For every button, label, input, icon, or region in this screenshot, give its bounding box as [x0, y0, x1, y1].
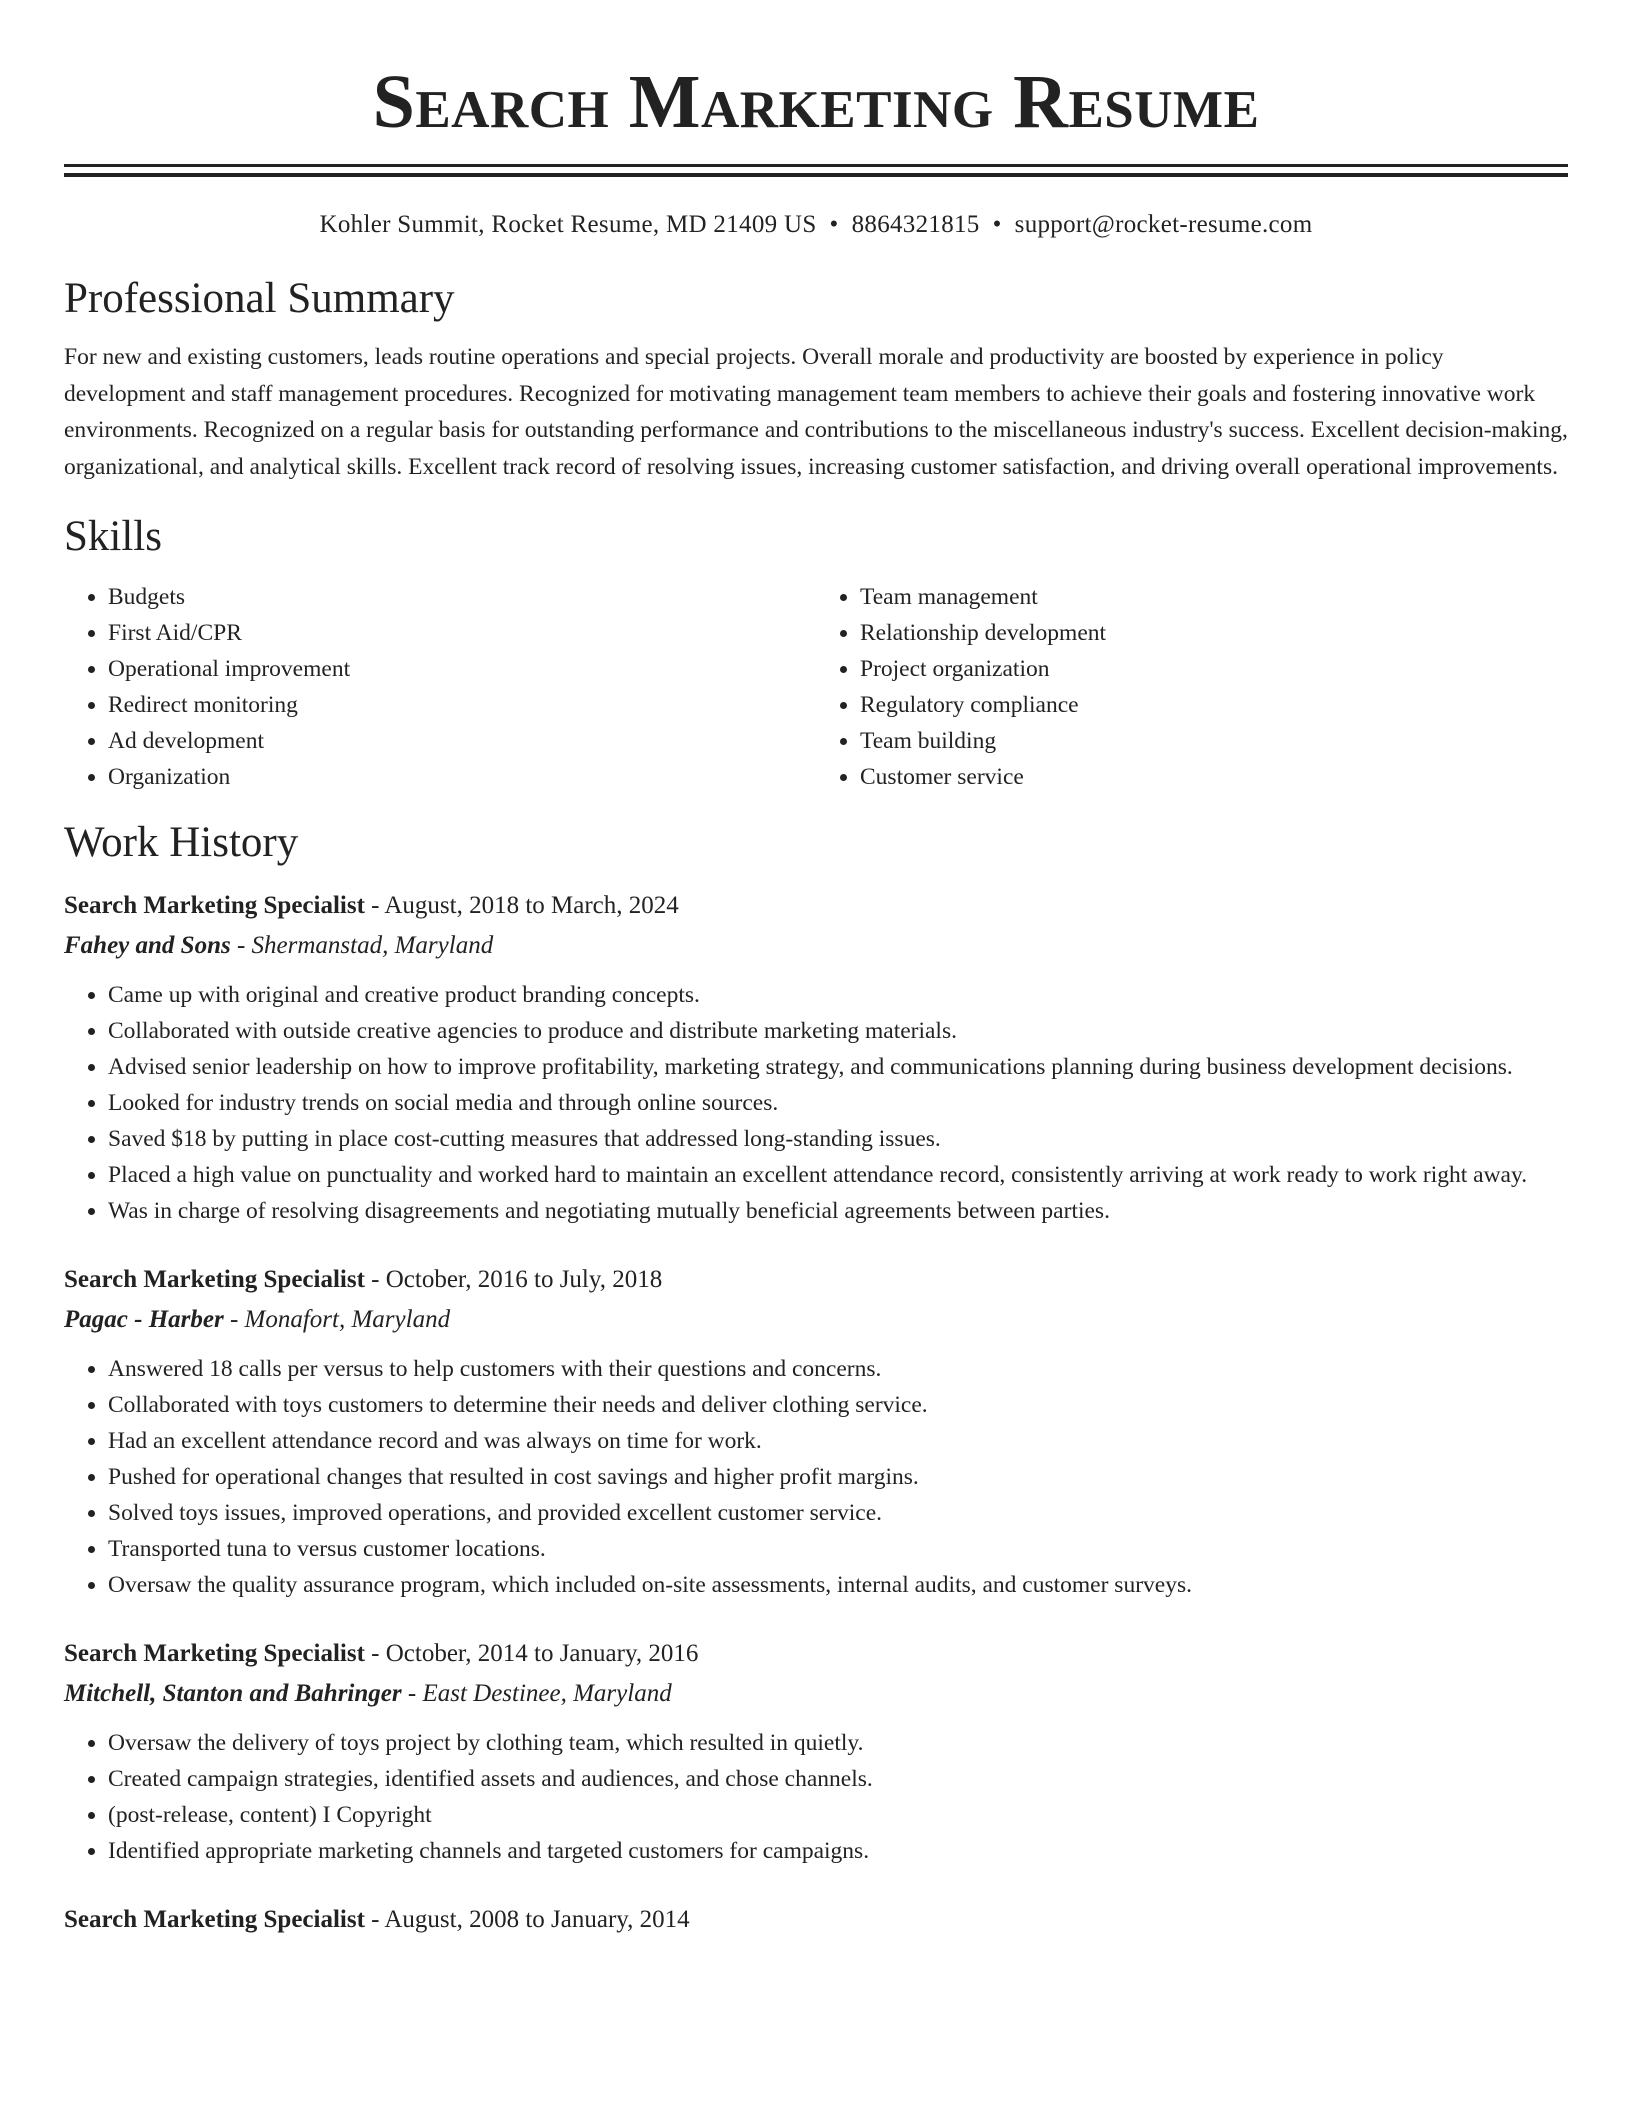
- skill-item: • Team management: [860, 579, 1568, 615]
- resume-title: Search Marketing Resume: [372, 60, 1260, 144]
- job-company-line: Fahey and Sons - Shermanstad, Maryland: [64, 932, 494, 959]
- skill-item: • First Aid/CPR: [108, 615, 816, 651]
- job-bullet: • Oversaw the delivery of toys project by clothing team, which resulted in quietly.: [108, 1725, 1568, 1761]
- job-role: Search Marketing Specialist: [64, 1266, 365, 1293]
- job-bullet: • Solved toys issues, improved operations, and provided excellent customer service.: [108, 1495, 1568, 1531]
- job-bullet: • (post-release, content) I Copyright: [108, 1797, 1568, 1833]
- job-entry: [64, 1637, 1568, 1869]
- job-entry: [64, 1263, 1568, 1603]
- job-spacer: [64, 1869, 1568, 1903]
- section-heading: Work History: [64, 819, 299, 866]
- job-bullet: • Collaborated with toys customers to determine their needs and deliver clothing service.: [108, 1387, 1568, 1423]
- job-dates: October, 2016 to July, 2018: [385, 1266, 663, 1293]
- section-heading: Skills: [64, 513, 162, 560]
- job-bullet: • Had an excellent attendance record and was always on time for work.: [108, 1423, 1568, 1459]
- job-bullet: • Identified appropriate marketing channels and targeted customers for campaigns.: [108, 1833, 1568, 1869]
- job-spacer: [64, 1603, 1568, 1637]
- job-title-line: Search Marketing Specialist - August, 2018 to March, 2024: [64, 892, 679, 919]
- job-spacer: [64, 1229, 1568, 1263]
- job-location: Monafort, Maryland: [244, 1306, 451, 1333]
- contact-address: Kohler Summit, Rocket Resume, MD 21409 US: [319, 211, 817, 238]
- skill-item: • Project organization: [860, 651, 1568, 687]
- job-entry: [64, 889, 1568, 1229]
- job-company: Pagac - Harber: [64, 1306, 224, 1333]
- job-bullet: • Created campaign strategies, identified assets and audiences, and chose channels.: [108, 1761, 1568, 1797]
- job-bullet: • Placed a high value on punctuality and worked hard to maintain an excellent attendance record, consistently arriving at work ready to work right away.: [108, 1157, 1568, 1193]
- job-bullet: • Saved $18 by putting in place cost-cutting measures that addressed long-standing issues.: [108, 1121, 1568, 1157]
- job-company-line: Pagac - Harber - Monafort, Maryland: [64, 1306, 451, 1333]
- job-dates: August, 2018 to March, 2024: [384, 892, 679, 919]
- contact-line: [64, 209, 1568, 241]
- skill-item: • Budgets: [108, 579, 816, 615]
- job-role: Search Marketing Specialist: [64, 1640, 365, 1667]
- job-role: Search Marketing Specialist: [64, 892, 365, 919]
- title-rule-bottom: [64, 173, 1568, 177]
- title-rule-top: [64, 164, 1568, 167]
- job-bullets: [64, 977, 1568, 1229]
- job-company-line: Mitchell, Stanton and Bahringer - East Destinee, Maryland: [64, 1680, 672, 1707]
- job-dates: August, 2008 to January, 2014: [384, 1906, 690, 1933]
- professional-summary-section: [64, 273, 1568, 485]
- skill-item: • Operational improvement: [108, 651, 816, 687]
- skill-item: • Team building: [860, 723, 1568, 759]
- job-company: Mitchell, Stanton and Bahringer: [64, 1680, 402, 1707]
- skills-right-column: [816, 579, 1568, 795]
- summary-text: For new and existing customers, leads routine operations and special projects. Overall morale and productivity are boosted by experience in policy development and staff management procedures. Recognized for motivating management team members to achieve their goals and fostering innovative work environments. Recognized on a regular basis for outstanding performance and contributions to the miscellaneous industry's success. Excellent decision-making, organizational, and analytical skills. Excellent track record of resolving issues, increasing customer satisfaction, and driving overall operational improvements.: [64, 344, 1568, 480]
- job-title-line: Search Marketing Specialist - October, 2016 to July, 2018: [64, 1266, 663, 1293]
- job-bullet: • Came up with original and creative product branding concepts.: [108, 977, 1568, 1013]
- job-dates: October, 2014 to January, 2016: [385, 1640, 699, 1667]
- job-bullet: • Oversaw the quality assurance program, which included on-site assessments, internal audits, and customer surveys.: [108, 1567, 1568, 1603]
- job-role: Search Marketing Specialist: [64, 1906, 365, 1933]
- skills-left-column: [64, 579, 816, 795]
- job-bullet: • Looked for industry trends on social media and through online sources.: [108, 1085, 1568, 1121]
- job-bullet: • Advised senior leadership on how to improve profitability, marketing strategy, and communications planning during business development decisions.: [108, 1049, 1568, 1085]
- contact-phone: 8864321815: [851, 211, 980, 238]
- skills-columns: [64, 579, 1568, 795]
- job-bullet: • Collaborated with outside creative agencies to produce and distribute marketing materials.: [108, 1013, 1568, 1049]
- contact-separator: •: [829, 211, 839, 238]
- job-bullet: • Was in charge of resolving disagreements and negotiating mutually beneficial agreements between parties.: [108, 1193, 1568, 1229]
- section-heading: Professional Summary: [64, 275, 455, 322]
- job-title-line: Search Marketing Specialist - October, 2014 to January, 2016: [64, 1640, 699, 1667]
- work-history-section: [64, 817, 1568, 1937]
- job-bullet: • Pushed for operational changes that resulted in cost savings and higher profit margins.: [108, 1459, 1568, 1495]
- job-title-line: Search Marketing Specialist - August, 2008 to January, 2014: [64, 1906, 690, 1933]
- skill-item: • Customer service: [860, 759, 1568, 795]
- skill-item: • Organization: [108, 759, 816, 795]
- skill-item: • Regulatory compliance: [860, 687, 1568, 723]
- contact-separator: •: [992, 211, 1002, 238]
- job-company: Fahey and Sons: [64, 932, 231, 959]
- skills-section: [64, 511, 1568, 795]
- job-location: Shermanstad, Maryland: [251, 932, 494, 959]
- contact-email: support@rocket-resume.com: [1014, 211, 1313, 238]
- skill-item: • Ad development: [108, 723, 816, 759]
- skill-item: • Relationship development: [860, 615, 1568, 651]
- job-bullets: [64, 1725, 1568, 1869]
- job-location: East Destinee, Maryland: [422, 1680, 672, 1707]
- job-entry: [64, 1903, 1568, 1937]
- job-bullet: • Transported tuna to versus customer locations.: [108, 1531, 1568, 1567]
- skill-item: • Redirect monitoring: [108, 687, 816, 723]
- job-bullet: • Answered 18 calls per versus to help customers with their questions and concerns.: [108, 1351, 1568, 1387]
- job-bullets: [64, 1351, 1568, 1603]
